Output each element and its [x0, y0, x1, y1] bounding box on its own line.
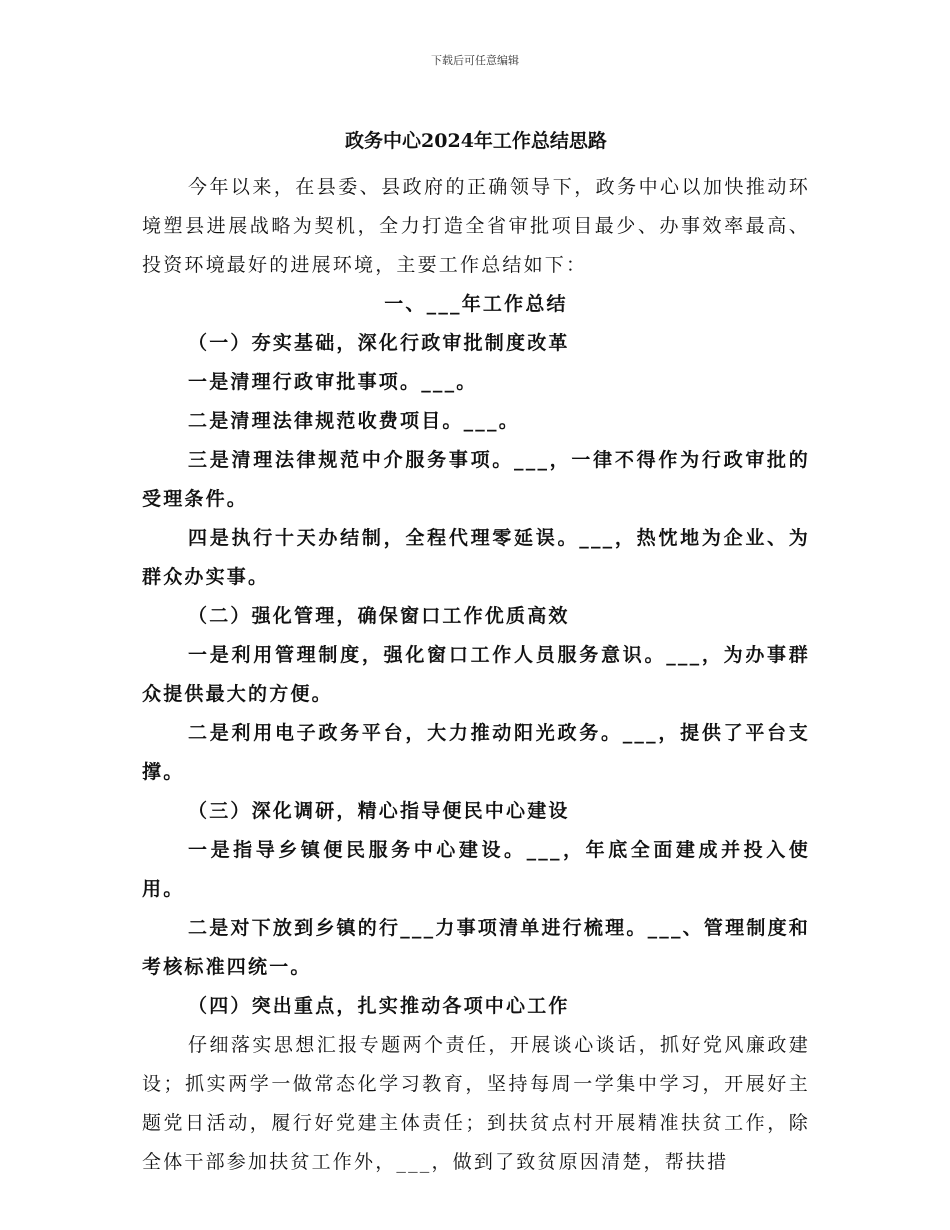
paragraph: 四是执行十天办结制，全程代理零延误。___，热忱地为企业、为群众办实事。	[142, 527, 810, 588]
paragraph: 二是对下放到乡镇的行___力事项清单进行梳理。___、管理制度和考核标准四统一。	[142, 917, 810, 978]
paragraph: （四）突出重点，扎实推动各项中心工作	[188, 995, 570, 1017]
paragraph: （一）夯实基础，深化行政审批制度改革	[188, 332, 570, 354]
paragraph: 二是清理法律规范收费项目。___。	[188, 410, 520, 432]
paragraph: （三）深化调研，精心指导便民中心建设	[188, 800, 570, 822]
page-header: 下载后可任意编辑	[431, 54, 519, 67]
paragraph: 二是利用电子政务平台，大力推动阳光政务。___，提供了平台支撑。	[142, 722, 810, 783]
paragraph: 一是指导乡镇便民服务中心建设。___，年底全面建成并投入使用。	[142, 839, 810, 900]
paragraph: 一是清理行政审批事项。___。	[188, 371, 478, 393]
section-heading: 一、___年工作总结	[384, 293, 568, 315]
paragraph: 今年以来，在县委、县政府的正确领导下，政务中心以加快推动环境塑县进展战略为契机，全力打造全省审批项目最少、办事效率最高、投资环境最好的进展环境，主要工作总结如下：	[142, 176, 810, 276]
paragraph: 一是利用管理制度，强化窗口工作人员服务意识。___，为办事群众提供最大的方便。	[142, 644, 810, 705]
paragraph-list	[142, 168, 810, 1182]
document-title: 政务中心2024年工作总结思路	[345, 130, 607, 152]
paragraph: 三是清理法律规范中介服务事项。___，一律不得作为行政审批的受理条件。	[142, 449, 810, 510]
paragraph: （二）强化管理，确保窗口工作优质高效	[188, 605, 570, 627]
document-body	[142, 122, 810, 1182]
paragraph: 仔细落实思想汇报专题两个责任，开展谈心谈话，抓好党风廉政建设；抓实两学一做常态化学习教育，坚持每周一学集中学习，开展好主题党日活动，履行好党建主体责任；到扶贫点村开展精准扶贫工作，除全体干部参加扶贫工作外，___，做到了致贫原因清楚，帮扶措	[142, 1034, 810, 1173]
